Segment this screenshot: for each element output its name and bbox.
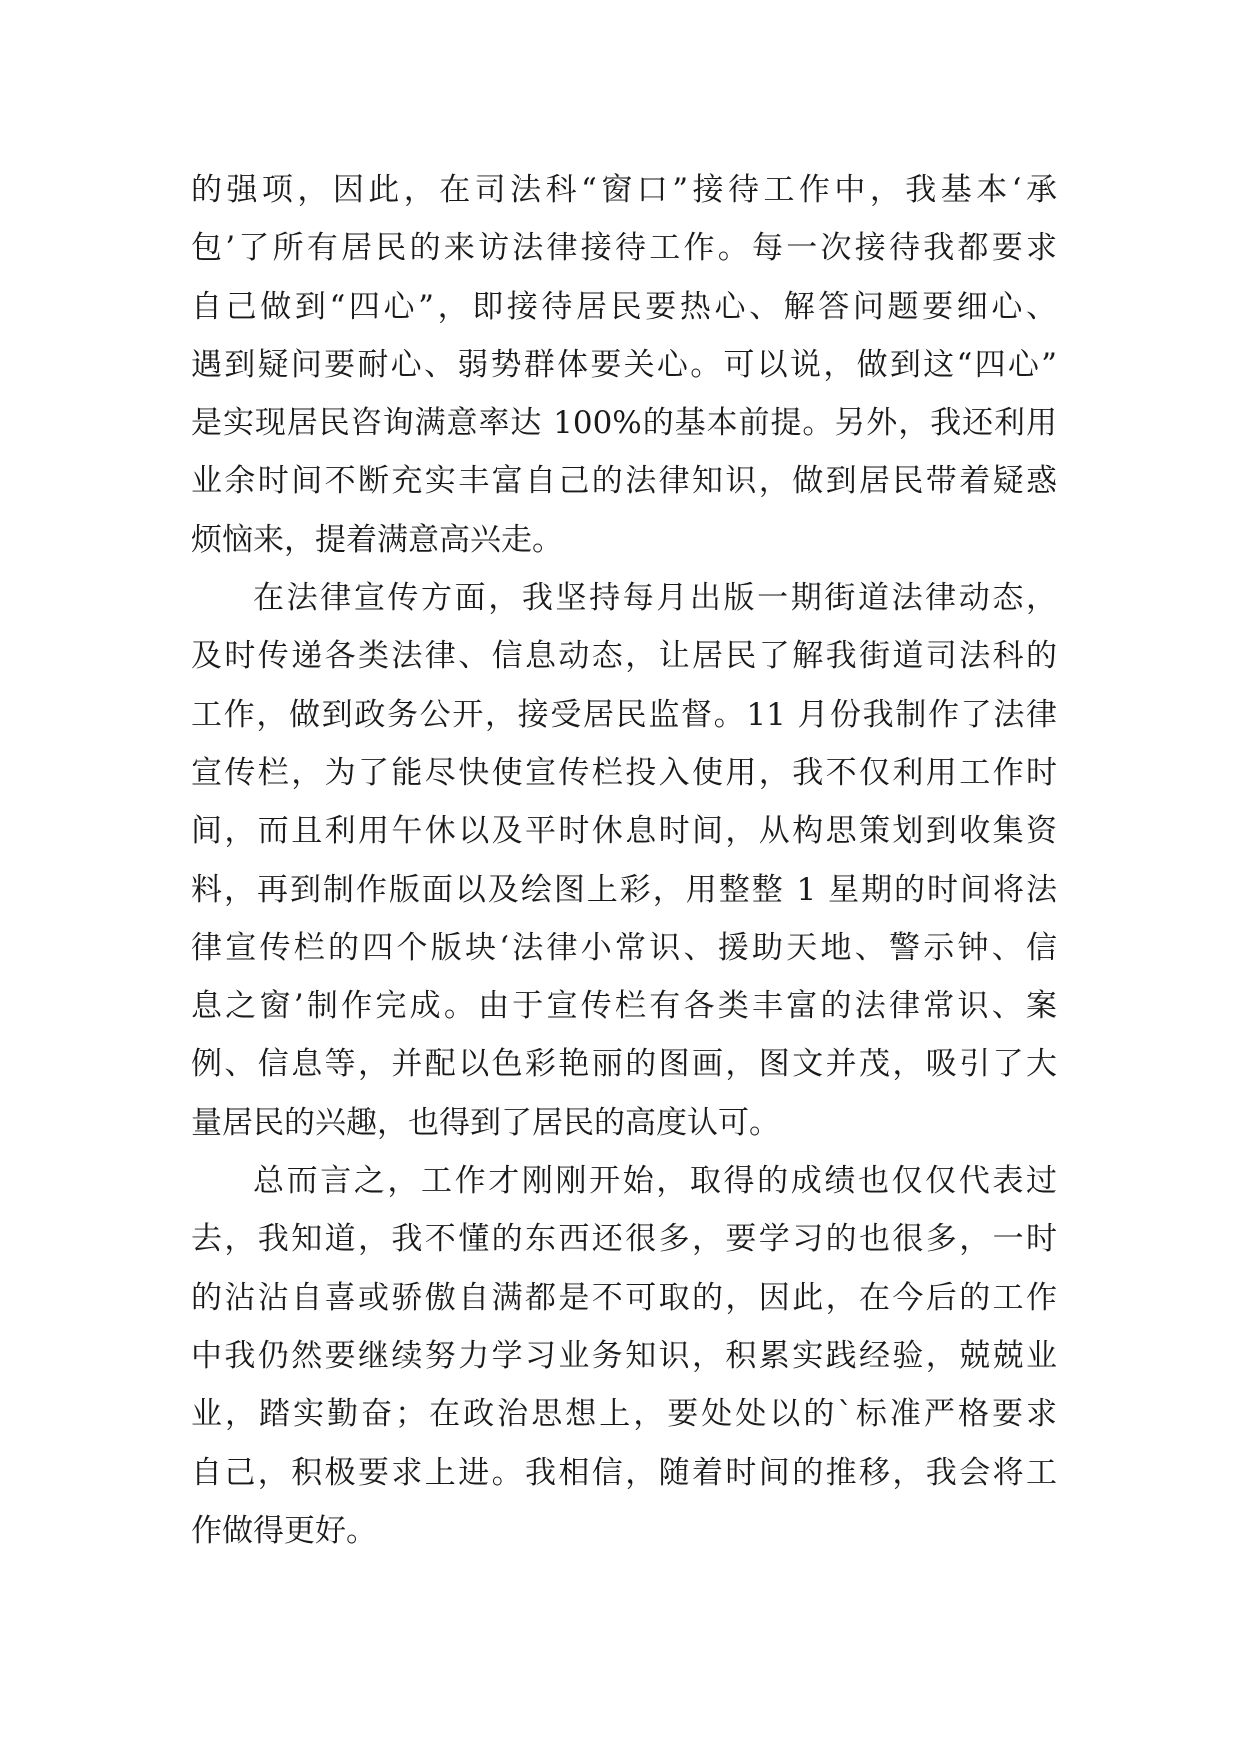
- paragraph-2: [191, 569, 1057, 1152]
- text-line: 料，再到制作版面以及绘图上彩，用整整 1 星期的时间将法: [191, 871, 1057, 908]
- text-line: 量居民的兴趣，也得到了居民的高度认可。: [191, 1104, 780, 1141]
- text-line: 的沾沾自喜或骄傲自满都是不可取的，因此，在今后的工作: [191, 1279, 1057, 1316]
- text-line: 工作，做到政务公开，接受居民监督。11 月份我制作了法律: [191, 696, 1057, 733]
- text-line: 烦恼来，提着满意高兴走。: [191, 521, 563, 558]
- text-line: 宣传栏，为了能尽快使宣传栏投入使用，我不仅利用工作时: [191, 754, 1057, 791]
- text-line: 的强项，因此，在司法科“窗口”接待工作中，我基本‘承: [191, 172, 1057, 208]
- text-line: 自己做到“四心”，即接待居民要热心、解答问题要细心、: [191, 288, 1057, 325]
- text-line: 总而言之，工作才刚刚开始，取得的成绩也仅仅代表过: [253, 1163, 1057, 1200]
- text-line: 律宣传栏的四个版块‘法律小常识、援助天地、警示钟、信: [191, 929, 1057, 966]
- text-line: 息之窗’制作完成。由于宣传栏有各类丰富的法律常识、案: [191, 988, 1057, 1025]
- text-line: 业余时间不断充实丰富自己的法律知识，做到居民带着疑惑: [191, 463, 1057, 500]
- text-line: 中我仍然要继续努力学习业务知识，积累实践经验，兢兢业: [191, 1337, 1057, 1374]
- text-line: 及时传递各类法律、信息动态，让居民了解我街道司法科的: [191, 638, 1057, 675]
- text-line: 自己，积极要求上进。我相信，随着时间的推移，我会将工: [191, 1454, 1057, 1491]
- text-line: 在法律宣传方面，我坚持每月出版一期街道法律动态，: [253, 580, 1057, 617]
- paragraph-3: [191, 1152, 1057, 1560]
- text-line: 作做得更好。: [191, 1512, 377, 1549]
- text-line: 间，而且利用午休以及平时休息时间，从构思策划到收集资: [191, 813, 1057, 850]
- text-line: 是实现居民咨询满意率达 100%的基本前提。另外，我还利用: [191, 405, 1057, 442]
- text-line: 去，我知道，我不懂的东西还很多，要学习的也很多，一时: [191, 1221, 1057, 1258]
- text-line: 遇到疑问要耐心、弱势群体要关心。可以说，做到这“四心”: [191, 346, 1057, 383]
- paragraph-1: [191, 161, 1057, 569]
- document-body: [191, 161, 1057, 1560]
- text-line: 例、信息等，并配以色彩艳丽的图画，图文并茂，吸引了大: [191, 1046, 1057, 1083]
- text-line: 业，踏实勤奋；在政治思想上，要处处以的`标准严格要求: [191, 1396, 1057, 1433]
- text-line: 包’了所有居民的来访法律接待工作。每一次接待我都要求: [191, 230, 1057, 267]
